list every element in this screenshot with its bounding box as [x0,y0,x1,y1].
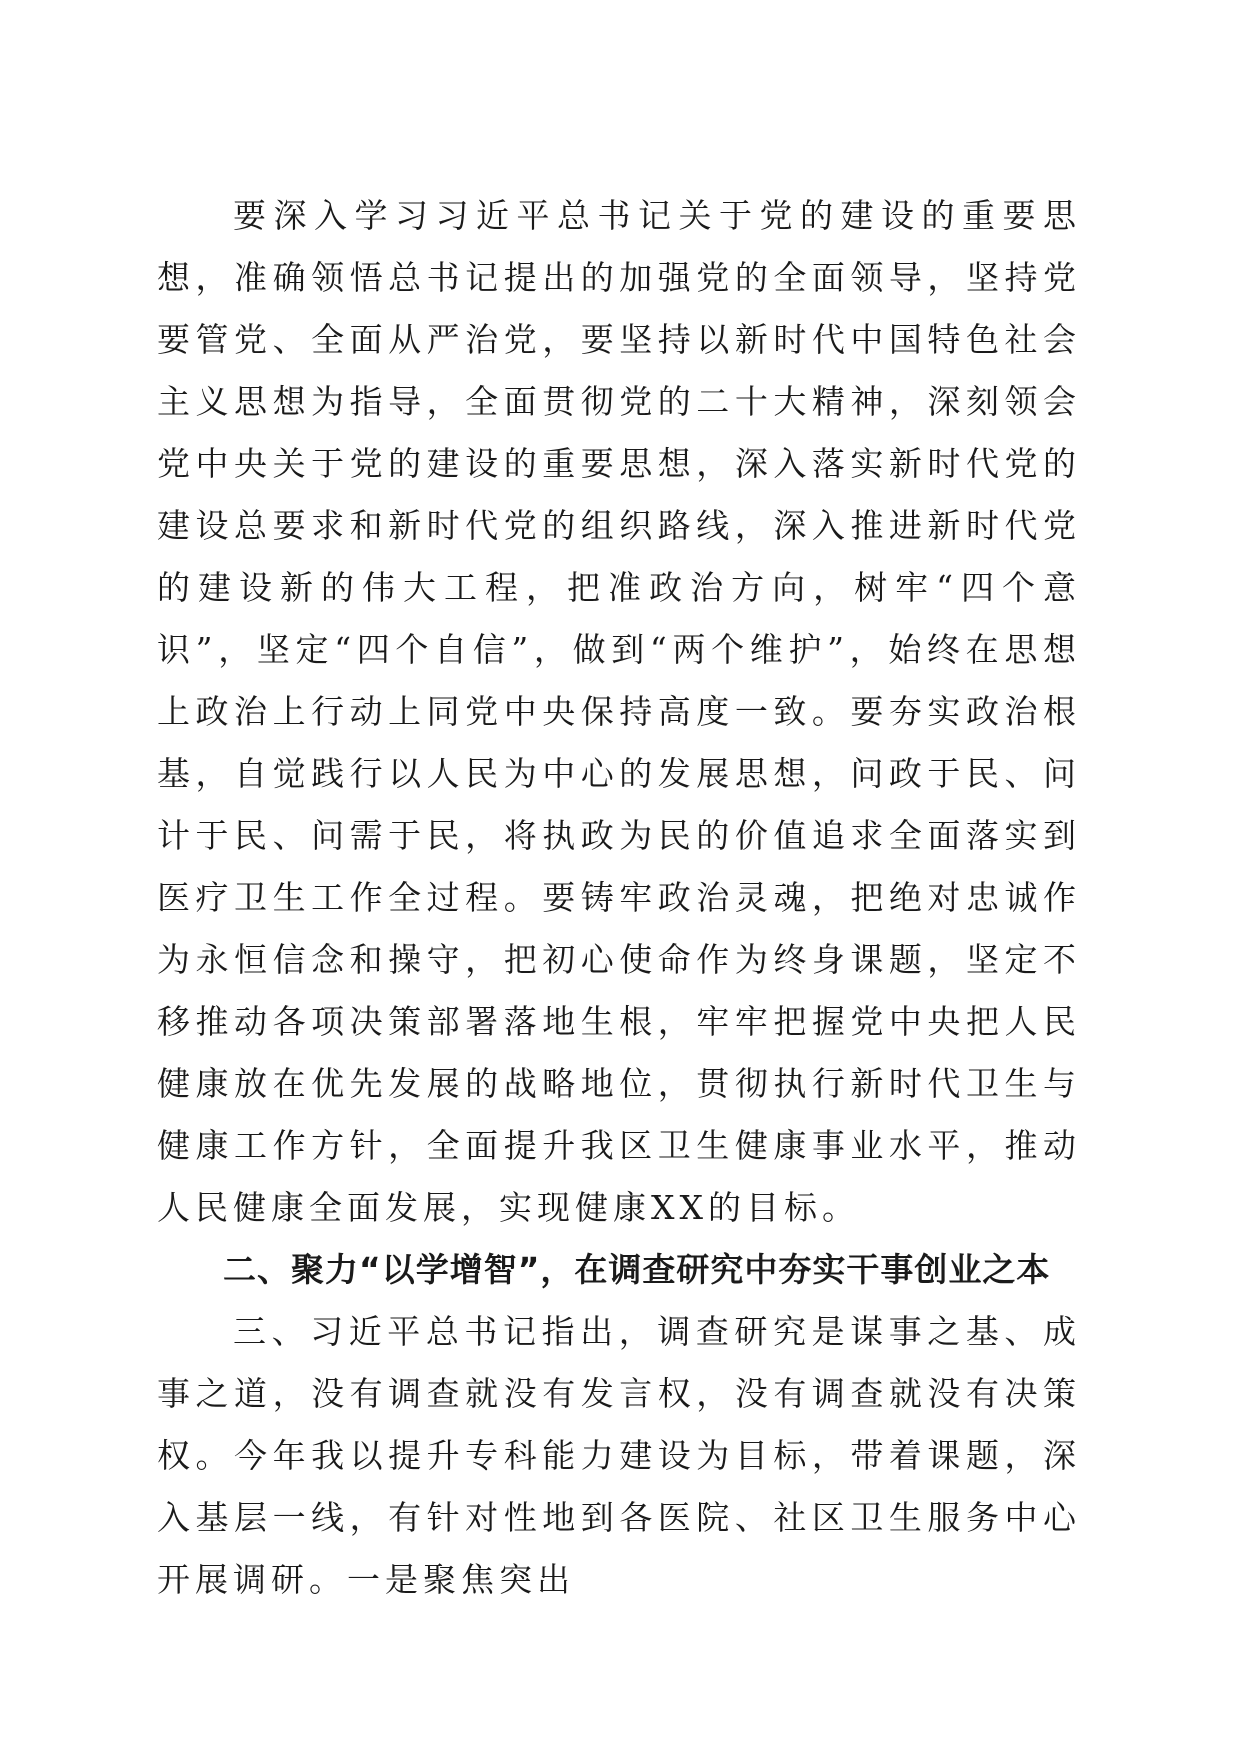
section-heading: 二、聚力“以学增智”，在调查研究中夯实干事创业之本 [223,1250,1051,1289]
document-body [157,185,1081,1611]
body-paragraph: 三、习近平总书记指出，调查研究是谋事之基、成事之道，没有调查就没有发言权，没有调查就没有决策权。今年我以提升专科能力建设为目标，带着课题，深入基层一线，有针对性地到各医院、社区卫生服务中心开展调研。一是聚焦突出 [157,1312,1081,1599]
body-paragraph: 要深入学习习近平总书记关于党的建设的重要思想，准确领悟总书记提出的加强党的全面领导，坚持党要管党、全面从严治党，要坚持以新时代中国特色社会主义思想为指导，全面贯彻党的二十大精神，深刻领会党中央关于党的建设的重要思想，深入落实新时代党的建设总要求和新时代党的组织路线，深入推进新时代党的建设新的伟大工程，把准政治方向，树牢“四个意识”，坚定“四个自信”，做到“两个维护”，始终在思想上政治上行动上同党中央保持高度一致。要夯实政治根基，自觉践行以人民为中心的发展思想，问政于民、问计于民、问需于民，将执政为民的价值追求全面落实到医疗卫生工作全过程。要铸牢政治灵魂，把绝对忠诚作为永恒信念和操守，把初心使命作为终身课题，坚定不移推动各项决策部署落地生根，牢牢把握党中央把人民健康放在优先发展的战略地位，贯彻执行新时代卫生与健康工作方针，全面提升我区卫生健康事业水平，推动人民健康全面发展，实现健康XX的目标。 [157,196,1081,1227]
